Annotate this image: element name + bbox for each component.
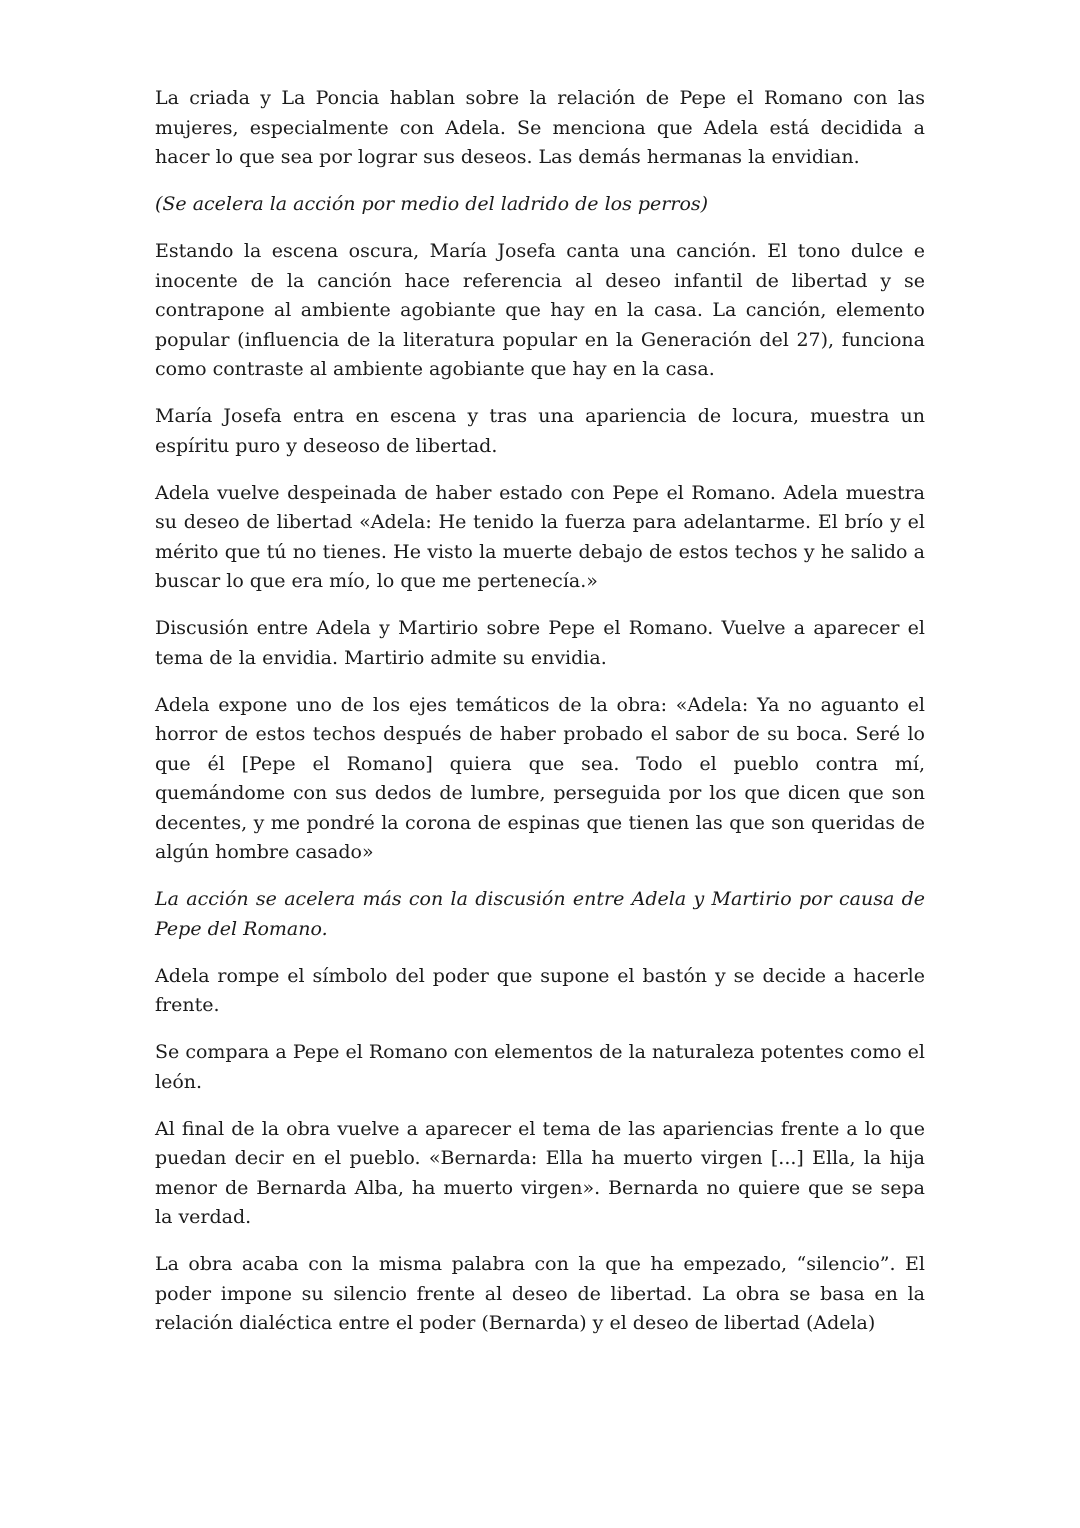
document-page	[155, 84, 925, 1356]
paragraph-maria-josefa-locura: María Josefa entra en escena y tras una apariencia de locura, muestra un espíritu puro y deseoso de libertad.	[155, 405, 925, 457]
stage-note-accion-acelera: La acción se acelera más con la discusión entre Adela y Martirio por causa de Pepe del Romano.	[155, 888, 925, 940]
paragraph-silencio: La obra acaba con la misma palabra con la que ha empezado, “silencio”. El poder impone su silencio frente al deseo de libertad. La obra se basa en la relación dialéctica entre el poder (Bernarda) y el deseo de libertad (Adela)	[155, 1253, 925, 1334]
paragraph-ejes-tematicos: Adela expone uno de los ejes temáticos de la obra: «Adela: Ya no aguanto el horror de estos techos después de haber probado el sabor de su boca. Seré lo que él [Pepe el Romano] quiera que sea. Todo el pueblo contra mí, quemándome con sus dedos de lumbre, perseguida por los que dicen que son decentes, y me pondré la corona de espinas que tienen las que son queridas de algún hombre casado»	[155, 693, 925, 863]
paragraph-leon: Se compara a Pepe el Romano con elementos de la naturaleza potentes como el león.	[155, 1041, 925, 1093]
paragraph-apariencias: Al final de la obra vuelve a aparecer el tema de las apariencias frente a lo que puedan decir en el pueblo. «Bernarda: Ella ha muerto virgen [...] Ella, la hija menor de Bernarda Alba, ha muerto virgen». Bernarda no quiere que se sepa la verdad.	[155, 1117, 925, 1228]
paragraph-adela-despeinada: Adela vuelve despeinada de haber estado con Pepe el Romano. Adela muestra su deseo de libertad «Adela: He tenido la fuerza para adelantarme. El brío y el mérito que tú no tienes. He visto la muerte debajo de estos techos y he salido a buscar lo que era mío, lo que me pertenecía.»	[155, 481, 925, 592]
paragraph-baston: Adela rompe el símbolo del poder que supone el bastón y se decide a hacerle frente.	[155, 964, 925, 1016]
stage-note-ladrido: (Se acelera la acción por medio del ladrido de los perros)	[155, 193, 709, 215]
paragraph-cancion-maria-josefa: Estando la escena oscura, María Josefa canta una canción. El tono dulce e inocente de la canción hace referencia al deseo infantil de libertad y se contrapone al ambiente agobiante que hay en la casa. La canción, elemento popular (influencia de la literatura popular en la Generación del 27), funciona como contraste al ambiente agobiante que hay en la casa.	[155, 240, 925, 380]
paragraph-criada-poncia: La criada y La Poncia hablan sobre la relación de Pepe el Romano con las mujeres, especialmente con Adela. Se menciona que Adela está decidida a hacer lo que sea por lograr sus deseos. Las demás hermanas la envidian.	[155, 87, 925, 168]
paragraph-discusion-envidia: Discusión entre Adela y Martirio sobre Pepe el Romano. Vuelve a aparecer el tema de la envidia. Martirio admite su envidia.	[155, 617, 925, 669]
